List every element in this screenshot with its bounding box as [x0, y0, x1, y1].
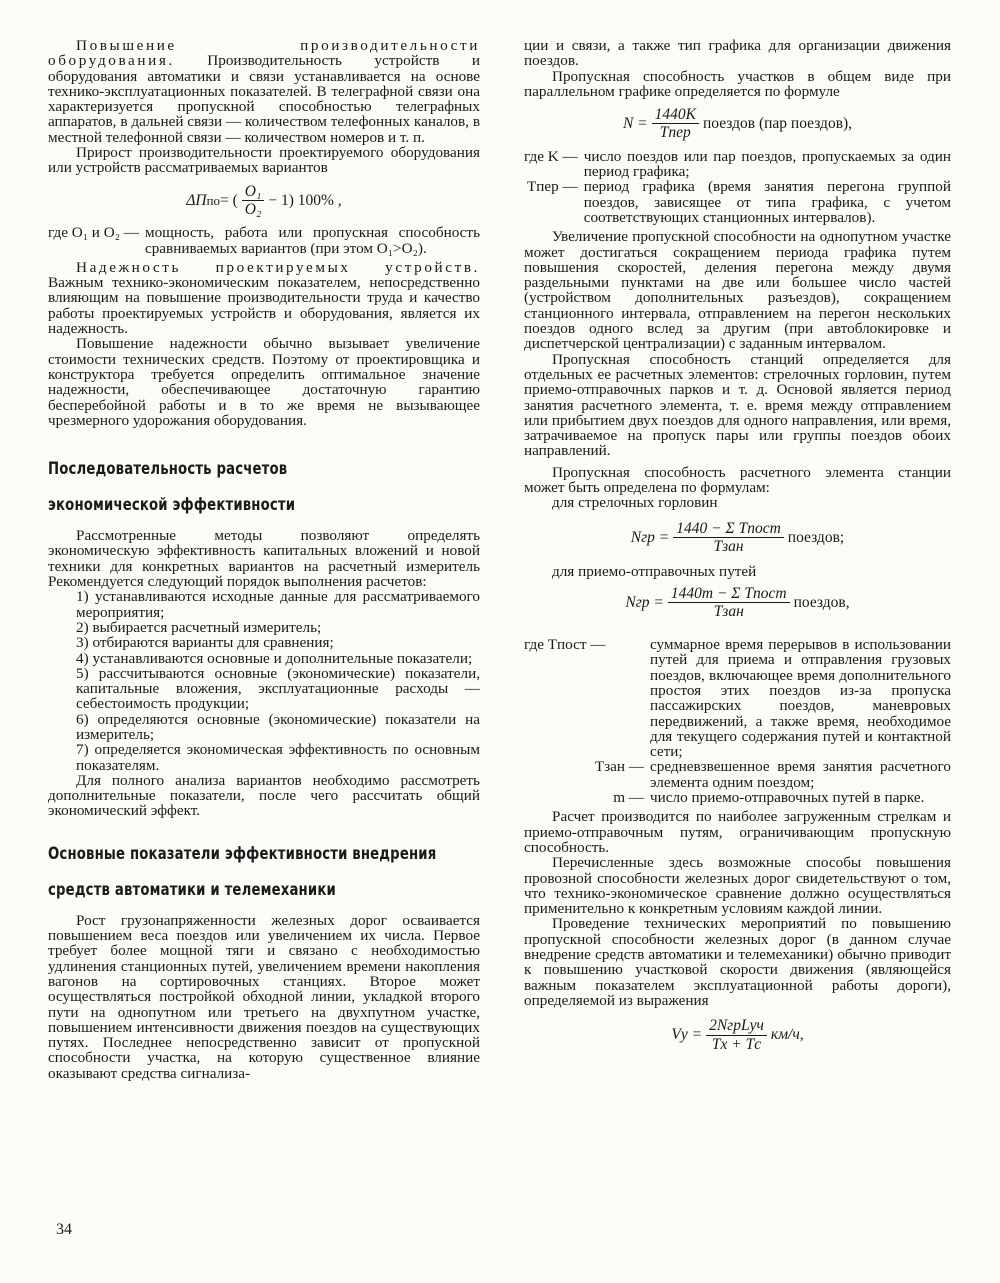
heading-line: средств автоматики и телемеханики	[48, 879, 336, 900]
definition-desc: мощность, работа или пропускная способность сравниваемых вариантов (при этом O₁>O₂).	[144, 224, 480, 257]
formula-numerator: 2NгрLуч	[706, 1018, 767, 1035]
paragraph-receiving-tracks: для приемо-отправочных путей	[552, 563, 757, 581]
definitions-o1-o2	[48, 225, 480, 256]
definition-desc: средневзвешенное время занятия расчетного элемента одним поездом;	[650, 758, 951, 791]
formula-productivity-growth	[48, 184, 480, 218]
heading-line: Последовательность расчетов	[48, 459, 288, 480]
paragraph-reliability	[48, 260, 480, 336]
paragraph-continued: ции и связи, а также тип графика для организации движения поездов.	[524, 37, 951, 70]
formula-denominator: Tх + Tс	[711, 1035, 762, 1053]
formula-numerator: 1440 − Σ Tпост	[673, 521, 784, 538]
formula-numerator: O₁	[242, 184, 265, 201]
paragraph-text: Производительность устройств и оборудования автоматики и связи устанавливается на основе технико-эксплуатационных показателей. В телеграфной связи она характеризуется пропускной способностью телеграфных аппаратов, в дальней связи — количеством телефонных каналов, в местной телефонной связи — количеством номеров и т. п.	[48, 52, 480, 146]
formula-denominator: Tпер	[659, 124, 691, 142]
paragraph-full-analysis: Для полного анализа вариантов необходимо рассмотреть дополнительные показатели, после чего рассчитать общий экономический эффект.	[48, 771, 480, 820]
formula-denominator: Tзан	[713, 602, 744, 620]
paragraph-methods-listed: Перечисленные здесь возможные способы повышения провозной способности железных дорог свидетельствуют о том, что технико-экономическое сравнение должно осуществляться применительно к конкретным условиям каждой линии.	[524, 854, 951, 918]
formula-section-capacity	[524, 107, 951, 141]
formula-lhs: N =	[622, 115, 648, 133]
paragraph-text: Важным технико-экономическим показателем, непосредственно влияющим на повышение производительности труда и качество работы проектируемых устройств и оборудования, является их надежность.	[48, 274, 480, 338]
heading-line: экономической эффективности	[48, 495, 296, 516]
run-in-title-productivity: Повышение производительности оборудования.	[48, 37, 480, 70]
paragraph-calculation: Расчет производится по наиболее загруженным стрелкам и приемо-отправочным путям, ограничивающим пропускную способность.	[524, 808, 951, 856]
paragraph-growth: Прирост производительности проектируемого оборудования или устройств рассматриваемых вариантов	[48, 144, 480, 177]
definition-term: где O₁ и O₂ —	[48, 224, 139, 242]
heading-sequence	[48, 458, 480, 516]
left-column	[48, 38, 480, 1081]
formula-numerator: 1440m − Σ Tпост	[668, 586, 790, 603]
list-item: 4) устанавливаются основные и дополнительные показатели;	[76, 649, 473, 667]
paragraph-technical-measures: Проведение технических мероприятий по повышению пропускной способности железных дорог (в данном случае внедрение средств автоматики и телемеханики) обычно приводит к повышению участковой скорости движения (являющейся важным показателем эксплуатационной работы дороги), определяемой из выражения	[524, 915, 951, 1009]
formula-rhs: поездов,	[793, 593, 850, 611]
formula-lhs: Vу =	[671, 1026, 703, 1044]
formula-lhs: Nгр =	[625, 593, 664, 611]
definition-desc: число поездов или пар поездов, пропускаемых за один период графика;	[583, 147, 951, 181]
definition-desc: суммарное время перерывов в использовании путей для приема и отправления грузовых поездов, включающее время дополнительного простоя этих поездов из-за пропуска пассажирских поездов, маневровых передвижений, а также время, необходимое для текущего содержания путей и контактной сети;	[650, 636, 951, 761]
paragraph-switch-necks: для стрелочных горловин	[552, 494, 718, 512]
run-in-title-reliability: Надежность проектируемых устройств.	[76, 258, 480, 276]
right-column	[524, 38, 951, 1060]
formula-rhs: км/ч,	[770, 1026, 804, 1044]
paragraph-section-capacity: Пропускная способность участков в общем виде при параллельном графике определяется по формуле	[524, 67, 951, 100]
formula-lhs-sub: по	[206, 192, 220, 208]
formula-fraction	[706, 1018, 767, 1052]
list-item: 5) рассчитываются основные (экономические) показатели, капитальные вложения, эксплуатационные расходы — себестоимость продукции;	[76, 664, 480, 713]
list-item: 1) устанавливаются исходные данные для рассматриваемого мероприятия;	[76, 588, 480, 621]
formula-fraction	[242, 184, 265, 218]
page-number: 34	[56, 1221, 72, 1238]
paragraph-freight: Рост грузонапряженности железных дорог осваивается повышением веса поездов или увеличением их числа. Первое требует более мощной тяги и связано с необходимостью удлинения станционных путей, увеличением времени накопления вагонов на сортировочных станциях. Второе может осуществляться постройкой обходной линии, укладкой второго пути на однопутном или третьего на двухпутном участке, повышением интенсивности движения поездов на существующих путях. Последнее непосредственно зависит от пропускной способности участка, на которую существенное влияние оказывают средства сигнализа-	[48, 911, 480, 1082]
formula-receiving-tracks	[524, 586, 951, 620]
paragraph-reliability-cost: Повышение надежности обычно вызывает увеличение стоимости технических средств. Поэтому от проектировщика и конструктора требуется определить оптимальное значение надежности, обеспечивающее достаточную гарантию бесперебойной работы и в то же время не вызывающее чрезмерного удорожания оборудования.	[48, 335, 480, 429]
paragraph-methods: Рассмотренные методы позволяют определять экономическую эффективность капитальных вложений и новой техники для конкретных вариантов на расчетный измеритель Рекомендуется следующий порядок выполнения расчетов:	[48, 527, 480, 591]
list-item: 7) определяется экономическая эффективность по основным показателям.	[76, 741, 480, 774]
formula-numerator: 1440K	[652, 107, 699, 124]
list-item: 3) отбираются варианты для сравнения;	[76, 634, 334, 652]
formula-section-speed	[524, 1018, 951, 1052]
definition-term: где Tпост —	[524, 636, 606, 654]
paragraph-station-capacity: Пропускная способность станций определяется для отдельных ее расчетных элементов: стрелочных горловин, путем приемо-отправочных парков и т. д. Основой является период занятия расчетного элемента, т. е. время между отправлением или прибытием двух поездов для одного направления, или время, затрачиваемое на пропуск пары или группы поездов обоих направлений.	[524, 350, 951, 460]
formula-fraction	[668, 586, 790, 620]
definition-term: где K —	[524, 147, 578, 165]
formula-lhs: ΔП	[186, 191, 207, 209]
formula-fraction	[652, 107, 699, 141]
definitions-k-tper	[524, 149, 951, 225]
definition-desc: период графика (время занятия перегона группой поездов, зависящее от типа графика, с учетом соответствующих станционных интервалов).	[583, 178, 951, 226]
formula-denominator: Tзан	[713, 537, 744, 555]
heading-main-indicators	[48, 843, 480, 901]
list-item: 6) определяются основные (экономические) показатели на измеритель;	[76, 710, 480, 743]
formula-eq: = (	[219, 191, 238, 209]
paragraph-productivity	[48, 38, 480, 145]
formula-rhs: поездов (пар поездов),	[702, 115, 853, 133]
paragraph-element-capacity: Пропускная способность расчетного элемента станции может быть определена по формулам:	[524, 463, 951, 497]
formula-switch-necks	[524, 521, 951, 555]
list-item: 2) выбирается расчетный измеритель;	[76, 618, 322, 636]
formula-denominator: O₂	[244, 200, 262, 218]
formula-fraction	[673, 521, 784, 555]
heading-line: Основные показатели эффективности внедрения	[48, 843, 437, 864]
definition-term: Tзан —	[594, 758, 644, 776]
formula-lhs: Nгр =	[630, 528, 670, 546]
definition-term: Tпер —	[526, 178, 578, 196]
formula-rhs: поездов;	[787, 528, 845, 546]
definitions-tpost-tzan-m	[524, 637, 951, 805]
paragraph-single-track: Увеличение пропускной способности на однопутном участке может достигаться сокращением периода графика путем повышения скоростей, деления перегона между двумя раздельными пунктами на две или большее число частей (устройством дополнительных разъездов), сокращением станционного интервала, отправлением на перегон нескольких поездов одного вслед за другим (при автоблокировке и диспетчерской централизации) с заданным интервалом.	[524, 228, 951, 353]
definition-desc: число приемо-отправочных путей в парке.	[650, 789, 925, 807]
definition-term: m —	[613, 789, 644, 807]
formula-rhs: − 1) 100% ,	[268, 191, 342, 209]
